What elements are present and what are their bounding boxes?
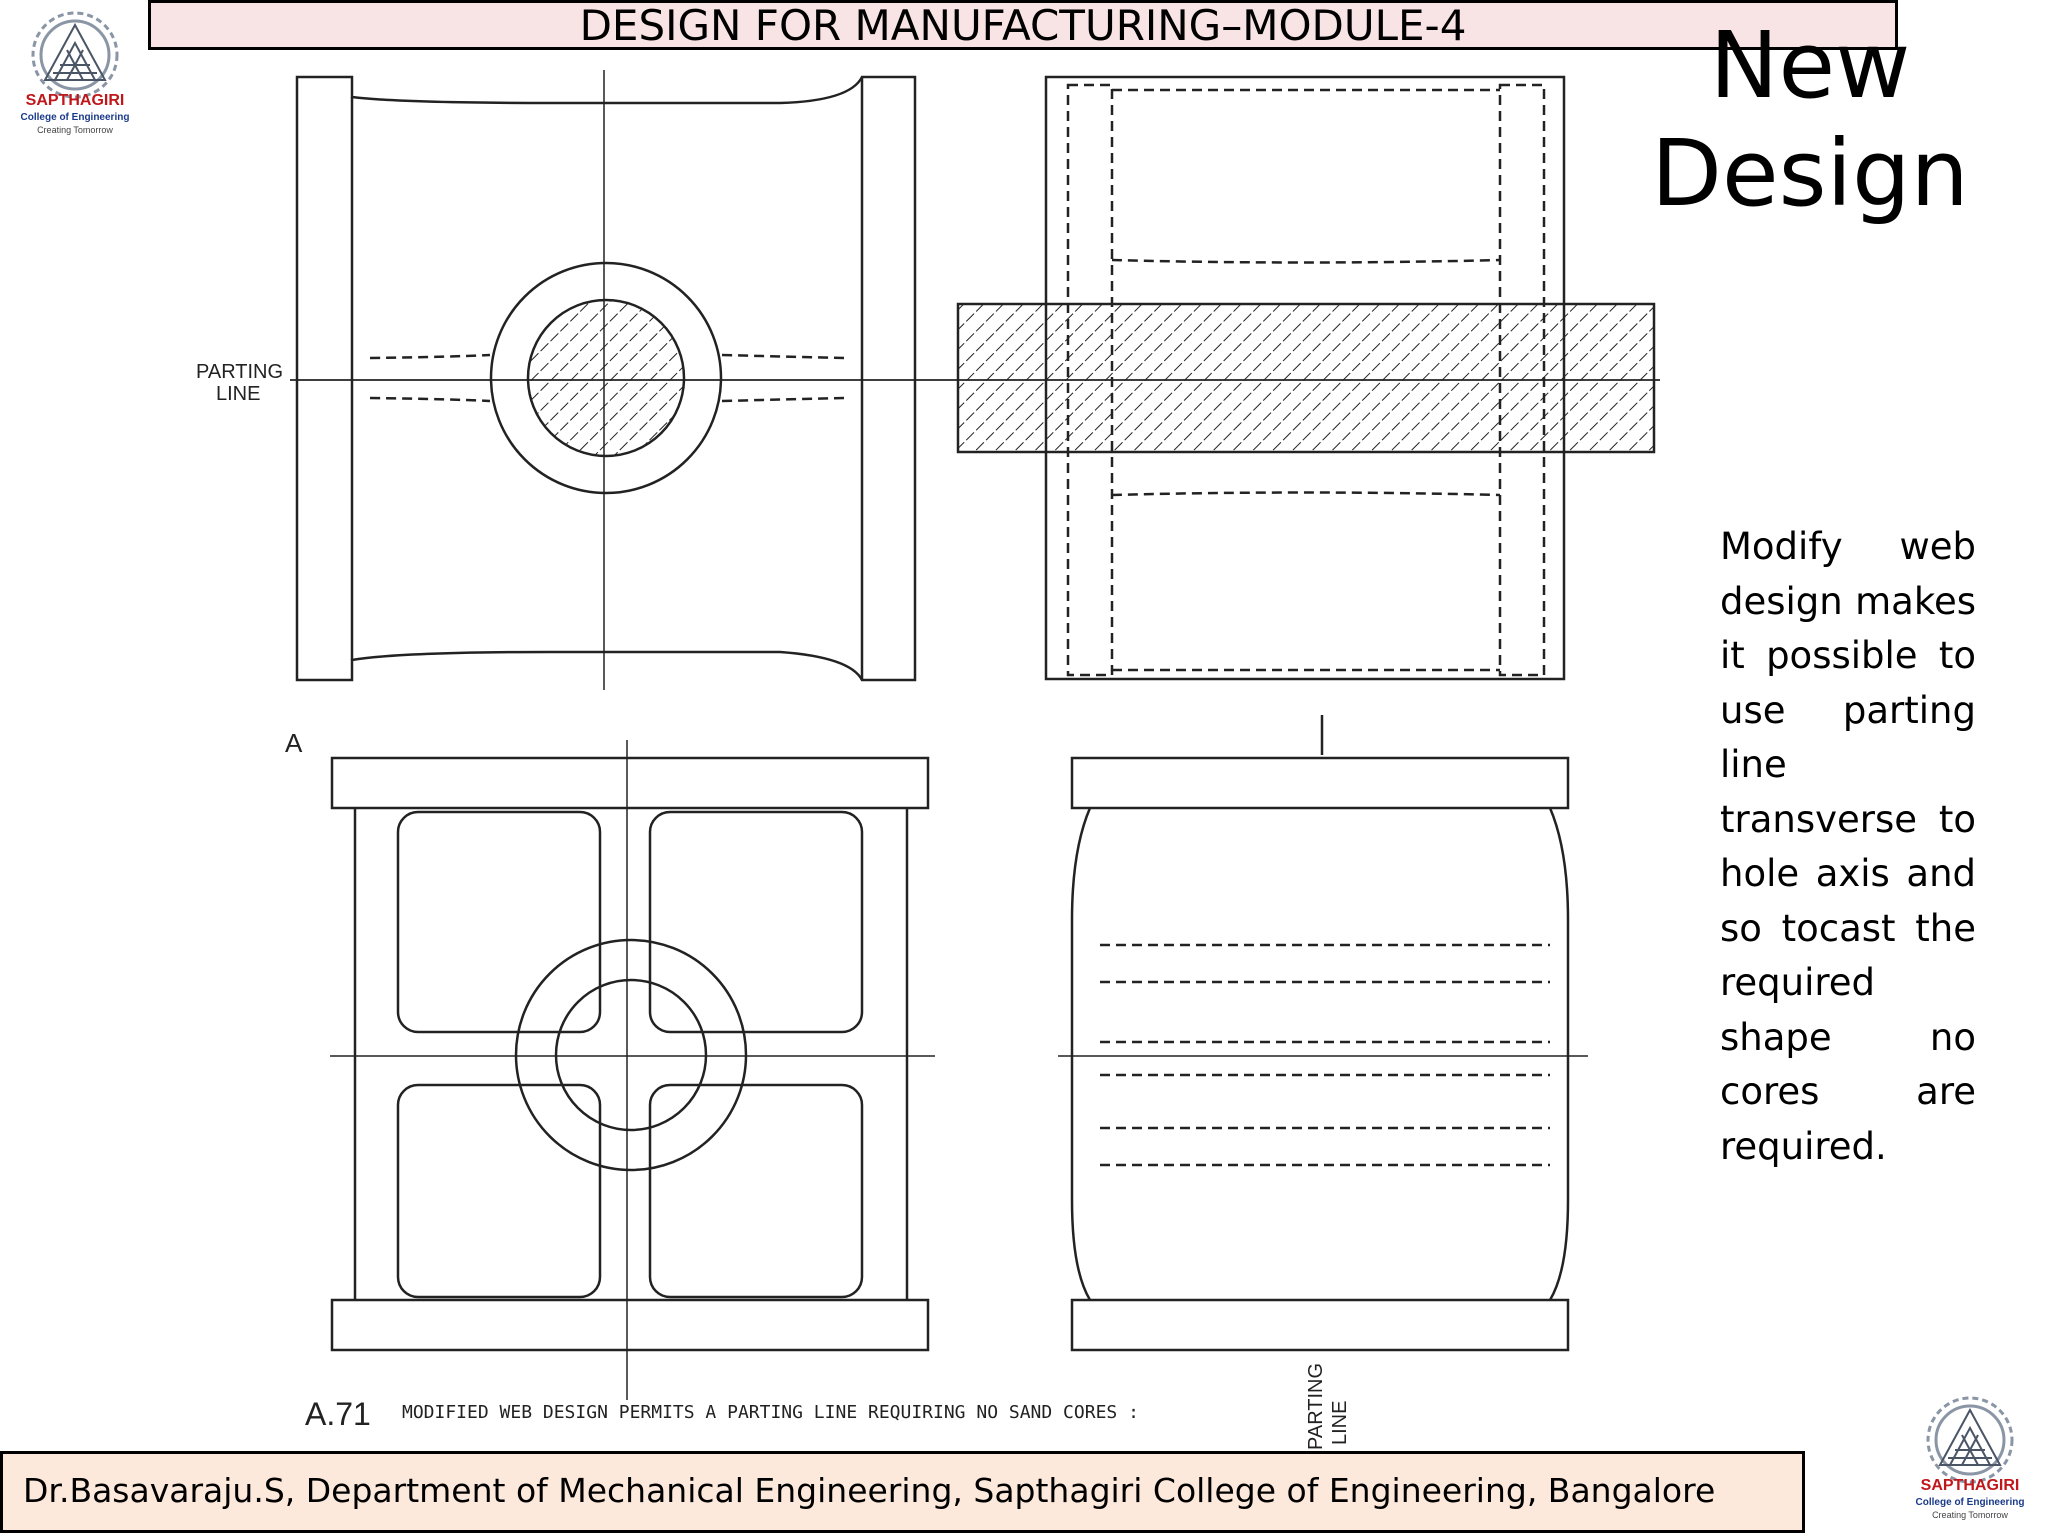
logo-name: SAPTHAGIRI bbox=[1920, 1477, 2020, 1494]
logo-name: SAPTHAGIRI bbox=[25, 92, 125, 109]
college-logo-bottom bbox=[1900, 1390, 2040, 1530]
parting-line-label-2: LINE bbox=[216, 383, 261, 405]
logo-subtitle: College of Engineering bbox=[1915, 1497, 2025, 1508]
slide-heading: New Design bbox=[1651, 12, 1969, 227]
gear-logo-icon bbox=[5, 5, 145, 145]
footer-credit: Dr.Basavaraju.S, Department of Mechanical Engineering, Sapthagiri College of Engineering, Bangalore bbox=[23, 1471, 1716, 1510]
parting-line-vertical-1: PARTING bbox=[1305, 1362, 1327, 1450]
header-title: DESIGN FOR MANUFACTURING–MODULE-4 bbox=[579, 1, 1467, 50]
college-logo-top bbox=[5, 5, 145, 145]
parting-line-vertical-2: LINE bbox=[1329, 1400, 1351, 1445]
casting-drawing bbox=[180, 55, 1690, 1450]
bottom-left-view bbox=[330, 740, 935, 1400]
slide-description: Modify web design makes it possible to use parting line transverse to hole axis and so tocast the required shape no cores are required. bbox=[1720, 525, 1976, 1168]
slide-footer bbox=[0, 1451, 1805, 1533]
bottom-right-view bbox=[1058, 715, 1588, 1350]
logo-subtitle: College of Engineering bbox=[20, 112, 130, 123]
figure-caption: MODIFIED WEB DESIGN PERMITS A PARTING LINE REQUIRING NO SAND CORES : bbox=[402, 1402, 1139, 1423]
logo-tagline: Creating Tomorrow bbox=[1932, 1510, 2008, 1520]
logo-tagline: Creating Tomorrow bbox=[37, 125, 113, 135]
gear-logo-icon bbox=[1900, 1390, 2040, 1530]
top-right-view bbox=[958, 77, 1654, 679]
view-marker: A bbox=[285, 728, 303, 758]
parting-line-label-1: PARTING bbox=[196, 361, 284, 383]
figure-number: A.71 bbox=[305, 1396, 371, 1432]
